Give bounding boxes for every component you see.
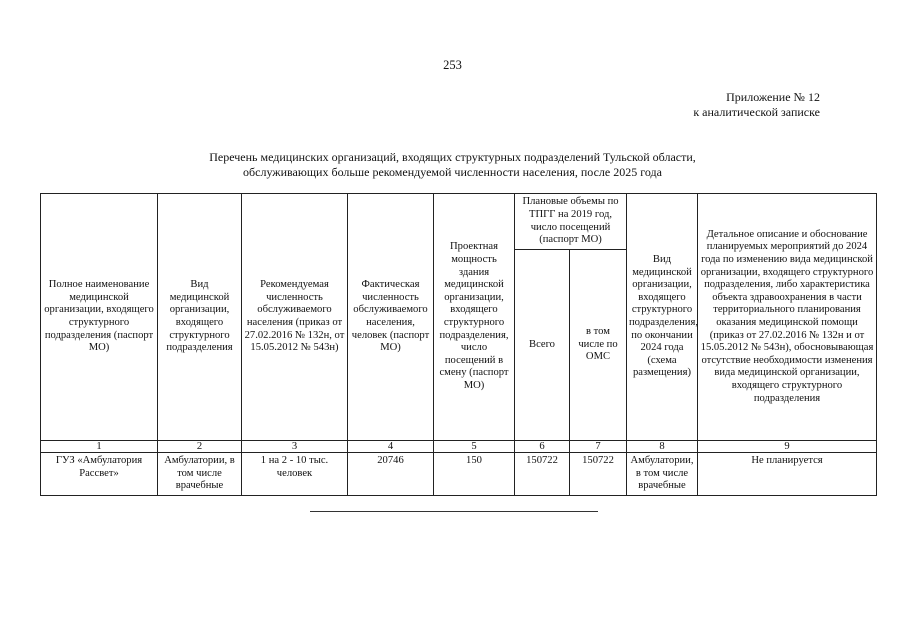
column-number: 2 [158, 441, 242, 453]
header-description: Детальное описание и обоснование планируемых мероприятий до 2024 года по изменению вида медицинской организации, входящего структурного подразделения, либо характеристика объекта здравоохранения в части территориального планирования оказания медицинской помощи (приказ от 27.02.2016 № 132н и от 15.05.2012 № 543н), обосновывающая отсутствие необходимости изменения вида медицинской организации, входящего структурного подразделения [698, 194, 877, 441]
header-type-after-2024: Вид медицинской организации, входящего структурного подразделения, по окончании 2024 года (схема размещения) [627, 194, 698, 441]
column-number: 1 [41, 441, 158, 453]
document-title-line-1: Перечень медицинских организаций, входящих структурных подразделений Тульской области, [209, 150, 696, 164]
appendix-label [693, 90, 820, 120]
column-number: 8 [627, 441, 698, 453]
cell-oms: 150722 [570, 453, 627, 496]
document-title [0, 150, 905, 180]
cell-design-capacity: 150 [434, 453, 515, 496]
closing-divider-line [310, 511, 598, 512]
cell-total: 150722 [515, 453, 570, 496]
column-number: 6 [515, 441, 570, 453]
organizations-table [40, 193, 877, 496]
page-number: 253 [443, 58, 462, 72]
cell-actual-population: 20746 [348, 453, 434, 496]
header-design-capacity: Проектная мощность здания медицинской организации, входящего структурного подразделения, число посещений в смену (паспорт МО) [434, 194, 515, 441]
cell-type-after-2024: Амбулатории, в том числе врачебные [627, 453, 698, 496]
table-row [41, 453, 877, 496]
cell-organization-name: ГУЗ «Амбулатория Рассвет» [41, 453, 158, 496]
column-number: 7 [570, 441, 627, 453]
header-full-name: Полное наименование медицинской организации, входящего структурного подразделения (паспорт МО) [41, 194, 158, 441]
column-number-row [41, 441, 877, 453]
header-actual-population: Фактическая численность обслуживаемого населения, человек (паспорт МО) [348, 194, 434, 441]
table-header-row [41, 194, 877, 250]
appendix-reference: к аналитической записке [693, 105, 820, 119]
column-number: 4 [348, 441, 434, 453]
appendix-number: Приложение № 12 [726, 90, 820, 104]
column-number: 9 [698, 441, 877, 453]
header-oms: в том числе по ОМС [570, 250, 627, 441]
header-total: Всего [515, 250, 570, 441]
header-organization-type: Вид медицинской организации, входящего структурного подразделения [158, 194, 242, 441]
column-number: 3 [242, 441, 348, 453]
cell-organization-type: Амбулатории, в том числе врачебные [158, 453, 242, 496]
header-recommended-population: Рекомендуемая численность обслуживаемого населения (приказ от 27.02.2016 № 132н, от 15.05.2012 № 543н) [242, 194, 348, 441]
document-title-line-2: обслуживающих больше рекомендуемой численности населения, после 2025 года [243, 165, 662, 179]
cell-description: Не планируется [698, 453, 877, 496]
column-number: 5 [434, 441, 515, 453]
cell-recommended-population: 1 на 2 - 10 тыс. человек [242, 453, 348, 496]
header-planned-volumes: Плановые объемы по ТПГГ на 2019 год, число посещений (паспорт МО) [515, 194, 627, 250]
